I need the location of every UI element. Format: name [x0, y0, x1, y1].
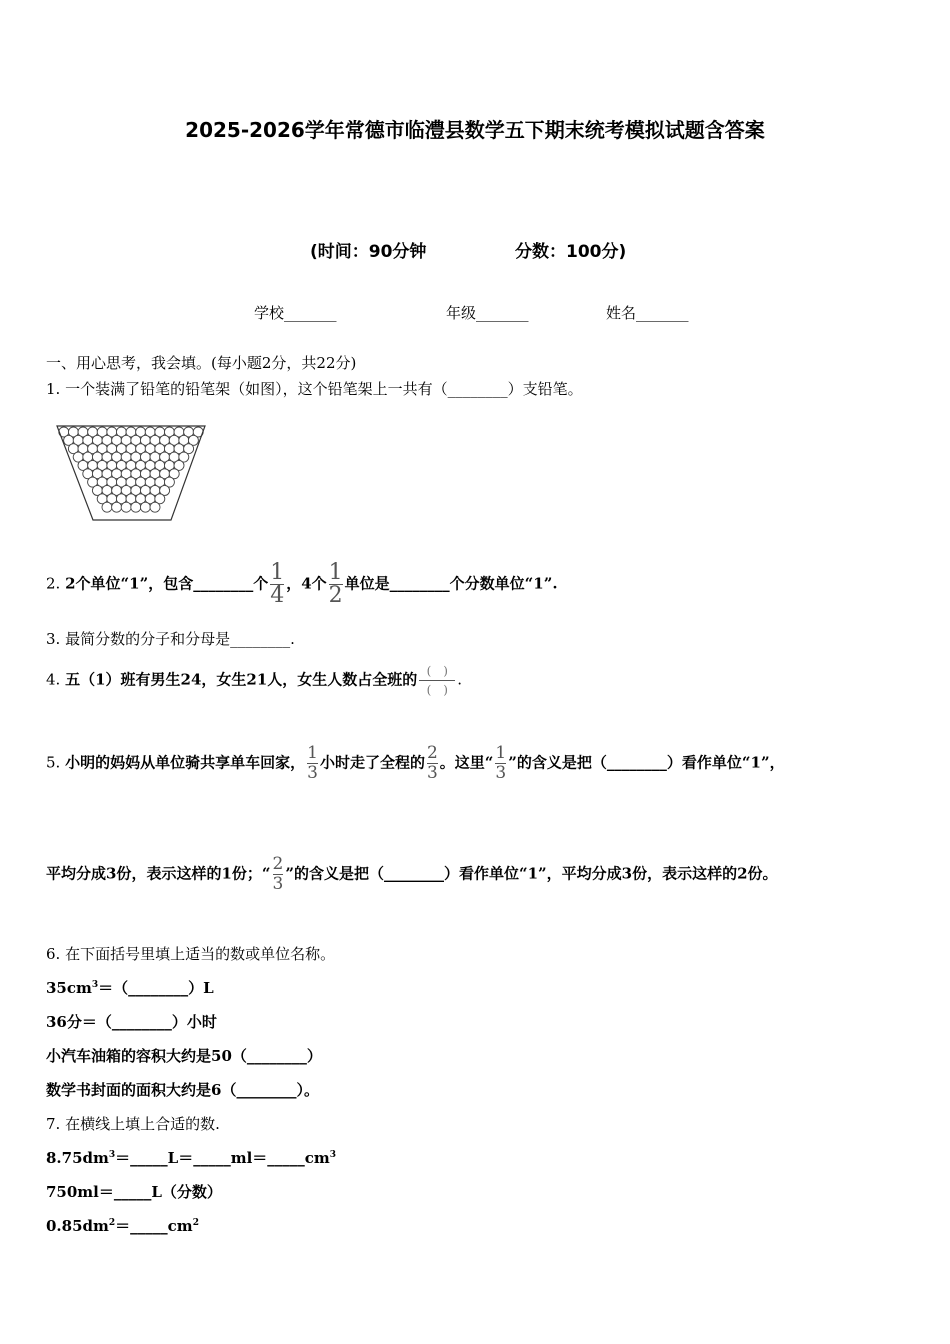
pencil-circle — [131, 502, 141, 512]
question-5-continued: 平均分成3份，表示这样的1份；“ $\frac{2}{3}$ ”的含义是把（________）看作单位“1”，平均分成3份，表示这样的2份。 — [46, 854, 778, 894]
q6-line-4: 数学书封面的面积大约是6（________）。 — [46, 1081, 319, 1099]
question-6: 6. 在下面括号里填上适当的数或单位名称。 — [46, 945, 336, 963]
fraction-one-half: $\frac{1}{2}$ — [328, 560, 343, 608]
score-label: 分数：100分) — [515, 242, 627, 262]
q6-line-2: 36分＝（________）小时 — [46, 1013, 217, 1031]
page-title: 2025-2026学年常德市临澧县数学五下期末统考模拟试题含答案 — [185, 118, 765, 142]
question-3: 3. 最简分数的分子和分母是________. — [46, 630, 295, 648]
answer-fraction-blank[interactable]: $\frac{( )}{( )}$ — [419, 662, 455, 699]
question-7: 7. 在横线上填上合适的数. — [46, 1115, 220, 1133]
pencil-rack-image — [55, 424, 207, 524]
question-1: 1. 一个装满了铅笔的铅笔架（如图），这个铅笔架上一共有（________）支铅笔。 — [46, 380, 583, 398]
q6-line-3: 小汽车油箱的容积大约是50（________） — [46, 1047, 322, 1065]
time-label: (时间：90分钟 — [310, 242, 427, 262]
fraction-one-quarter: $\frac{1}{4}$ — [270, 560, 285, 608]
q6-line-1: $35cm^3=(\_\_\_\_\_\_\_\_)L$ — [46, 979, 214, 997]
question-5: 5. 小明的妈妈从单位骑共享单车回家， $\frac{1}{3}$ 小时走了全程的 $\frac{2}{3}$ 。这里“ $\frac{1}{3}$ ”的含义是把（________）看作单位“1”， — [46, 743, 785, 783]
section-heading: 一、用心思考，我会填。(每小题2分，共22分) — [46, 354, 357, 372]
question-4: 4. 五（1）班有男生24，女生21人，女生人数占全班的 $\frac{( )}{( )}$ . — [46, 664, 463, 697]
q7-line-3: $0.85dm^2=\_\_\_\_\_cm^2$ — [46, 1217, 199, 1235]
pencil-circle — [121, 502, 131, 512]
question-2: 2. 2个单位“1”，包含________个 $\frac{1}{4}$ ，4个 $\frac{1}{2}$ 单位是________个分数单位“1”. — [46, 560, 558, 608]
q7-line-2: 750ml＝_____L（分数） — [46, 1183, 222, 1201]
pencil-circle — [112, 502, 122, 512]
q7-line-1: $8.75dm^3=\_\_\_\_\_L=\_\_\_\_\_ml=\_\_\_\_\_cm^3$ — [46, 1149, 337, 1167]
grade-field[interactable]: 年级_______ — [446, 304, 529, 322]
pencil-circle — [140, 502, 150, 512]
pencil-circle — [150, 502, 160, 512]
school-field[interactable]: 学校_______ — [254, 304, 337, 322]
name-field[interactable]: 姓名_______ — [606, 304, 689, 322]
pencil-circle — [102, 502, 112, 512]
